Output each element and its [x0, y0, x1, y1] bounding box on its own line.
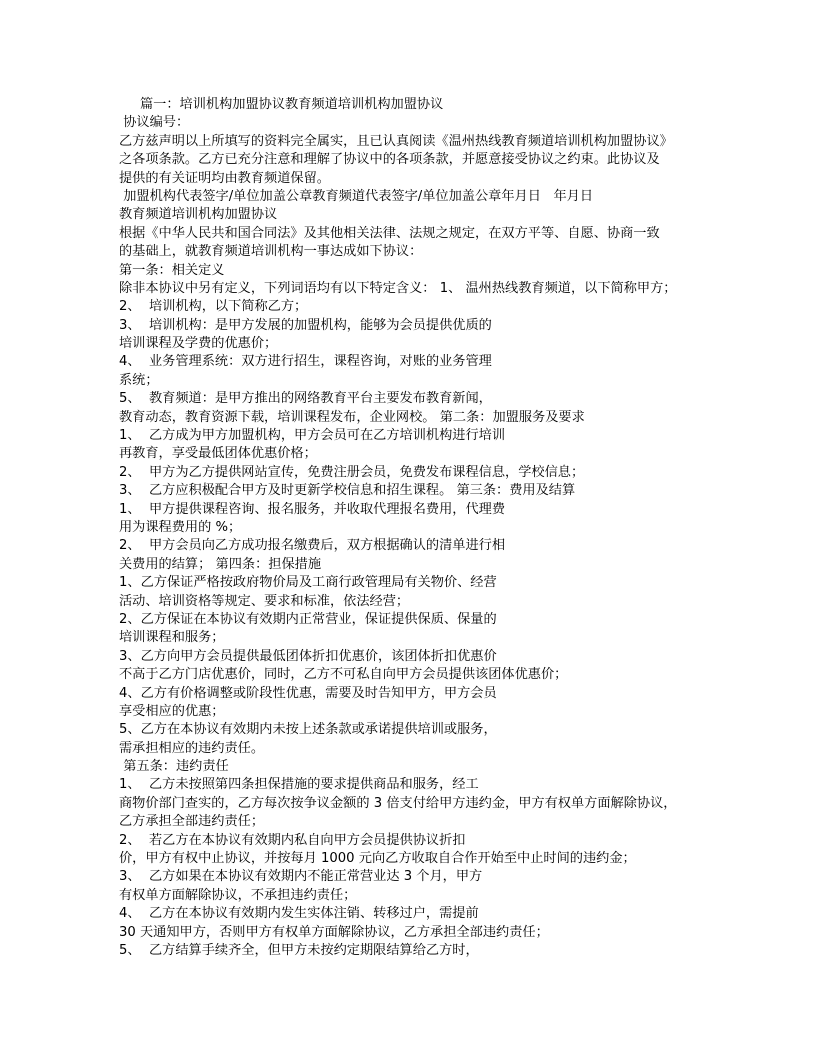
document-line: 1、 乙方未按照第四条担保措施的要求提供商品和服务，经工 [119, 777, 479, 793]
document-line: 活动、培训资格等规定、要求和标准，依法经营； [119, 593, 410, 609]
document-line: 有权单方面解除协议，不承担违约责任； [119, 887, 357, 903]
document-line: 再教育，享受最低团体优惠价格； [119, 446, 317, 462]
document-line: 第一条：相关定义 [119, 262, 225, 278]
document-line: 关费用的结算； 第四条：担保措施 [119, 556, 322, 572]
document-line: 除非本协议中另有定义，下列词语均有以下特定含义： 1、 温州热线教育频道，以下简称甲方； [119, 280, 677, 296]
document-line: 4、 乙方在本协议有效期内发生实体注销、转移过户，需提前 [119, 906, 479, 922]
document-line: 4、 业务管理系统：双方进行招生，课程咨询，对账的业务管理 [119, 354, 492, 370]
document-line: 培训课程及学费的优惠价； [119, 336, 278, 352]
document-line: 3、 乙方应积极配合甲方及时更新学校信息和招生课程。 第三条：费用及结算 [119, 483, 576, 499]
document-line: 1、 甲方提供课程咨询、报名服务，并收取代理报名费用，代理费 [119, 501, 506, 517]
document-line: 2、乙方保证在本协议有效期内正常营业，保证提供保质、保量的 [119, 611, 497, 627]
document-line: 之各项条款。乙方已充分注意和理解了协议中的各项条款，并愿意接受协议之约束。此协议及 [119, 152, 660, 168]
document-line: 2、 若乙方在本协议有效期内私自向甲方会员提供协议折扣 [119, 832, 466, 848]
document-line: 3、 培训机构：是甲方发展的加盟机构，能够为会员提供优质的 [119, 317, 492, 333]
document-line: 教育动态，教育资源下载，培训课程发布，企业网校。 第二条：加盟服务及要求 [119, 409, 585, 425]
document-line: 1、乙方保证严格按政府物价局及工商行政管理局有关物价、经营 [119, 575, 497, 591]
document-line: 篇一：培训机构加盟协议教育频道培训机构加盟协议 [119, 97, 444, 112]
document-line: 不高于乙方门店优惠价，同时，乙方不可私自向甲方会员提供该团体优惠价； [119, 667, 568, 683]
document-line: 教育频道培训机构加盟协议 [119, 207, 278, 223]
document-line: 第五条：违约责任 [119, 759, 229, 775]
document-line: 享受相应的优惠； [119, 703, 225, 719]
document-line: 加盟机构代表签字/单位加盖公章教育频道代表签字/单位加盖公章年月日 年月日 [119, 188, 594, 204]
document-line: 根据《中华人民共和国合同法》及其他相关法律、法规之规定，在双方平等、自愿、协商一致 [119, 225, 660, 241]
document-line: 协议编号： [119, 115, 190, 131]
document-body [119, 96, 709, 960]
document-line: 的基础上，就教育频道培训机构一事达成如下协议： [119, 244, 423, 260]
document-line: 2、 甲方会员向乙方成功报名缴费后，双方根据确认的清单进行相 [119, 538, 506, 554]
document-line: 提供的有关证明均由教育频道保留。 [119, 170, 330, 186]
document-line: 需承担相应的违约责任。 [119, 740, 265, 756]
document-line: 价，甲方有权中止协议，并按每月 1000 元向乙方收取自合作开始至中止时间的违约金； [119, 851, 636, 867]
document-line: 用为课程费用的 %； [119, 519, 242, 535]
document-line: 乙方兹声明以上所填写的资料完全属实，且已认真阅读《温州热线教育频道培训机构加盟协议》 [119, 133, 673, 149]
document-line: 30 天通知甲方，否则甲方有权单方面解除协议，乙方承担全部违约责任； [119, 924, 549, 940]
document-line: 2、 甲方为乙方提供网站宣传，免费注册会员，免费发布课程信息，学校信息； [119, 464, 585, 480]
document-line: 5、 乙方结算手续齐全，但甲方未按约定期限结算给乙方时， [119, 942, 479, 958]
document-line: 培训课程和服务； [119, 630, 225, 646]
document-line: 5、乙方在本协议有效期内未按上述条款或承诺提供培训或服务， [119, 722, 497, 738]
document-line: 乙方承担全部违约责任； [119, 814, 265, 830]
document-line: 3、 乙方如果在本协议有效期内不能正常营业达 3 个月，甲方 [119, 869, 483, 885]
document-line: 4、乙方有价格调整或阶段性优惠，需要及时告知甲方，甲方会员 [119, 685, 497, 701]
document-line: 5、 教育频道：是甲方推出的网络教育平台主要发布教育新闻， [119, 391, 492, 407]
document-line: 1、 乙方成为甲方加盟机构，甲方会员可在乙方培训机构进行培训 [119, 428, 506, 444]
document-line: 系统； [119, 372, 159, 388]
document-line: 2、 培训机构，以下简称乙方； [119, 299, 308, 315]
document-line: 3、乙方向甲方会员提供最低团体折扣优惠价，该团体折扣优惠价 [119, 648, 497, 664]
document-line: 商物价部门查实的，乙方每次按争议金额的 3 倍支付给甲方违约金，甲方有权单方面解除协议， [119, 795, 677, 811]
